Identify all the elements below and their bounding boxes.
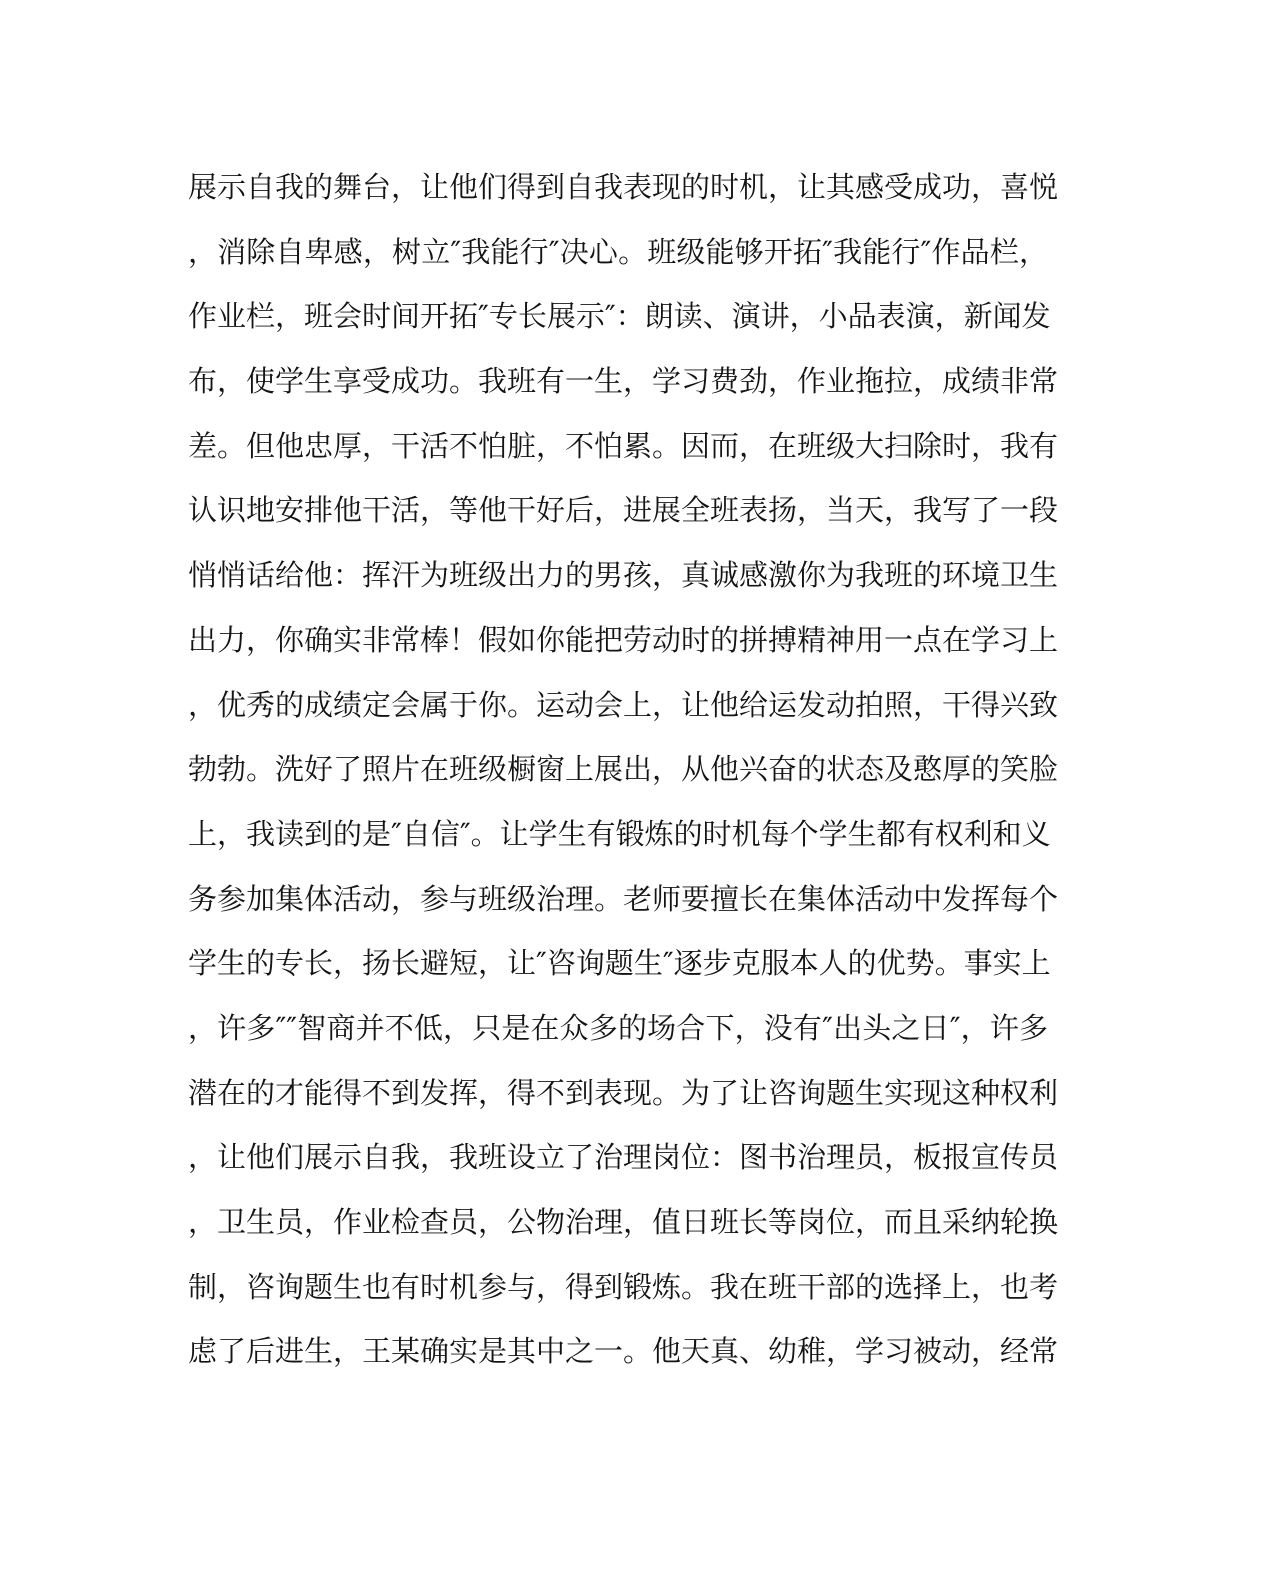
text-line: 布，使学生享受成功。我班有一生，学习费劲，作业拖拉，成绩非常 — [188, 364, 1059, 399]
text-line: 务参加集体活动，参与班级治理。老师要擅长在集体活动中发挥每个 — [188, 881, 1059, 916]
text-line: ，卫生员，作业检查员，公物治理，值日班长等岗位，而且采纳轮换 — [188, 1205, 1059, 1239]
text-line: 潜在的才能得不到发挥，得不到表现。为了让咨询题生实现这种权利 — [188, 1075, 1059, 1110]
text-line: 学生的专长，扬长避短，让″咨询题生″逐步克服本人的优势。事实上 — [188, 946, 1051, 981]
text-line: 上，我读到的是″自信″。让学生有锻炼的时机每个学生都有权利和义 — [188, 816, 1051, 851]
text-line: 制，咨询题生也有时机参与，得到锻炼。我在班干部的选择上，也考 — [188, 1269, 1059, 1304]
text-line: 作业栏，班会时间开拓″专长展示″：朗读、演讲，小品表演，新闻发 — [188, 299, 1051, 334]
text-line: ，让他们展示自我，我班设立了治理岗位：图书治理员，板报宣传员 — [188, 1140, 1059, 1175]
body-text — [188, 162, 1059, 1391]
text-line: ，消除自卑感，树立″我能行″决心。班级能够开拓″我能行″作品栏， — [188, 234, 1048, 269]
text-line: 出力，你确实非常棒！假如你能把劳动时的拼搏精神用一点在学习上 — [188, 622, 1059, 657]
text-line: 虑了后进生，王某确实是其中之一。他天真、幼稚，学习被动，经常 — [188, 1334, 1059, 1369]
text-line: 认识地安排他干活，等他干好后，进展全班表扬，当天，我写了一段 — [188, 493, 1059, 528]
text-line: 勃勃。洗好了照片在班级橱窗上展出，从他兴奋的状态及憨厚的笑脸 — [188, 752, 1059, 787]
text-line: 悄悄话给他：挥汗为班级出力的男孩，真诚感激你为我班的环境卫生 — [188, 558, 1059, 593]
text-line: ，许多″″智商并不低，只是在众多的场合下，没有″出头之日″，许多 — [188, 1010, 1048, 1045]
text-line: 差。但他忠厚，干活不怕脏，不怕累。因而，在班级大扫除时，我有 — [188, 428, 1059, 463]
text-line: 展示自我的舞台，让他们得到自我表现的时机，让其感受成功，喜悦 — [188, 170, 1059, 204]
text-line: ，优秀的成绩定会属于你。运动会上，让他给运发动拍照，干得兴致 — [188, 687, 1059, 722]
